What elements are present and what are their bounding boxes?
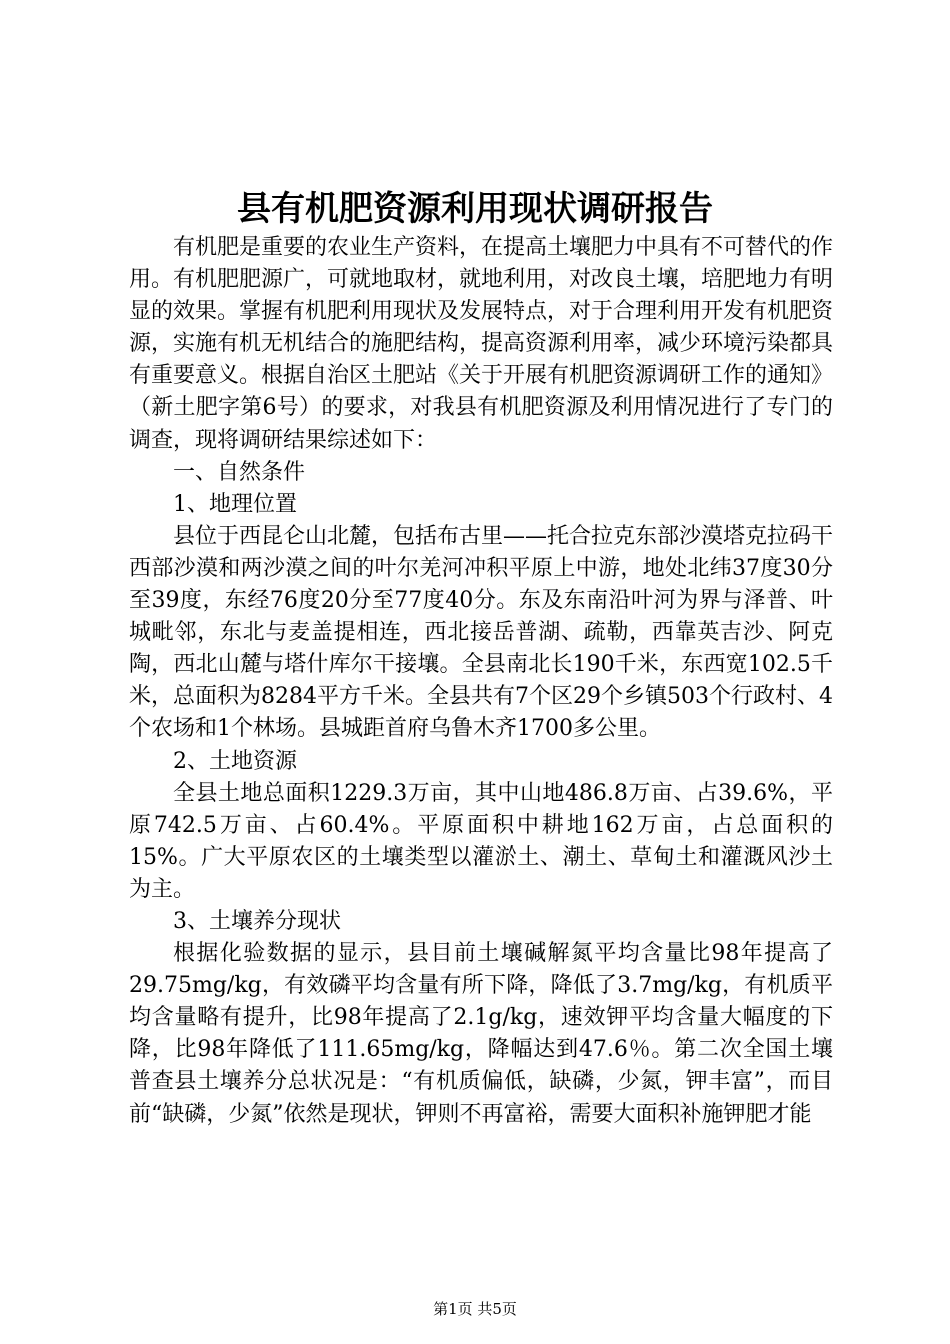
subsection-heading-soil-nutrients: 3、土壤养分现状 [173,908,341,934]
intro-paragraph: 有机肥是重要的农业生产资料，在提高土壤肥力中具有不可替代的作用。有机肥肥源广，可就地取材，就地利用，对改良土壤，培肥地力有明显的效果。掌握有机肥利用现状及发展特点，对于合理利用开发有机肥资源，实施有机无机结合的施肥结构，提高资源利用率，减少环境污染都具有重要意义。根据自治区土肥站《关于开展有机肥资源调研工作的通知》（新土肥字第6号）的要求，对我县有机肥资源及利用情况进行了专门的调查，现将调研结果综述如下： [129,235,834,453]
subsection-heading-land-resources: 2、土地资源 [173,748,297,774]
page-number-footer: 第1页 共5页 [433,1300,517,1318]
location-paragraph: 县位于西昆仑山北麓，包括布古里——托合拉克东部沙漠塔克拉码干西部沙漠和两沙漠之间的叶尔羌河冲积平原上中游，地处北纬37度30分至39度，东经76度20分至77度40分。东及东南沿叶河为界与泽普、叶城毗邻，东北与麦盖提相连，西北接岳普湖、疏勒，西靠英吉沙、阿克陶，西北山麓与塔什库尔干接壤。全县南北长190千米，东西宽102.5千米，总面积为8284平方千米。全县共有7个区29个乡镇503个行政村、4个农场和1个林场。县城距首府乌鲁木齐1700多公里。 [129,523,834,742]
land-resources-paragraph: 全县土地总面积1229.3万亩，其中山地486.8万亩、占39.6%，平原742.5万亩、占60.4%。平原面积中耕地162万亩，占总面积的15%。广大平原农区的土壤类型以灌淤土、潮土、草甸土和灌溉风沙土为主。 [129,780,833,902]
soil-nutrients-paragraph: 根据化验数据的显示，县目前土壤碱解氮平均含量比98年提高了29.75mg/kg，有效磷平均含量有所下降，降低了3.7mg/kg，有机质平均含量略有提升，比98年提高了2.1g/kg，速效钾平均含量大幅度的下降，比98年降低了111.65mg/kg，降幅达到47.6％。第二次全国土壤普查县土壤养分总状况是：“有机质偏低，缺磷，少氮，钾丰富”，而目前“缺磷，少氮”依然是现状，钾则不再富裕，需要大面积补施钾肥才能 [129,941,833,1127]
document-body [129,232,833,1131]
subsection-heading-location: 1、地理位置 [173,491,297,517]
document-title: 县有机肥资源利用现状调研报告 [237,189,713,229]
section-heading-natural-conditions: 一、自然条件 [173,459,306,485]
